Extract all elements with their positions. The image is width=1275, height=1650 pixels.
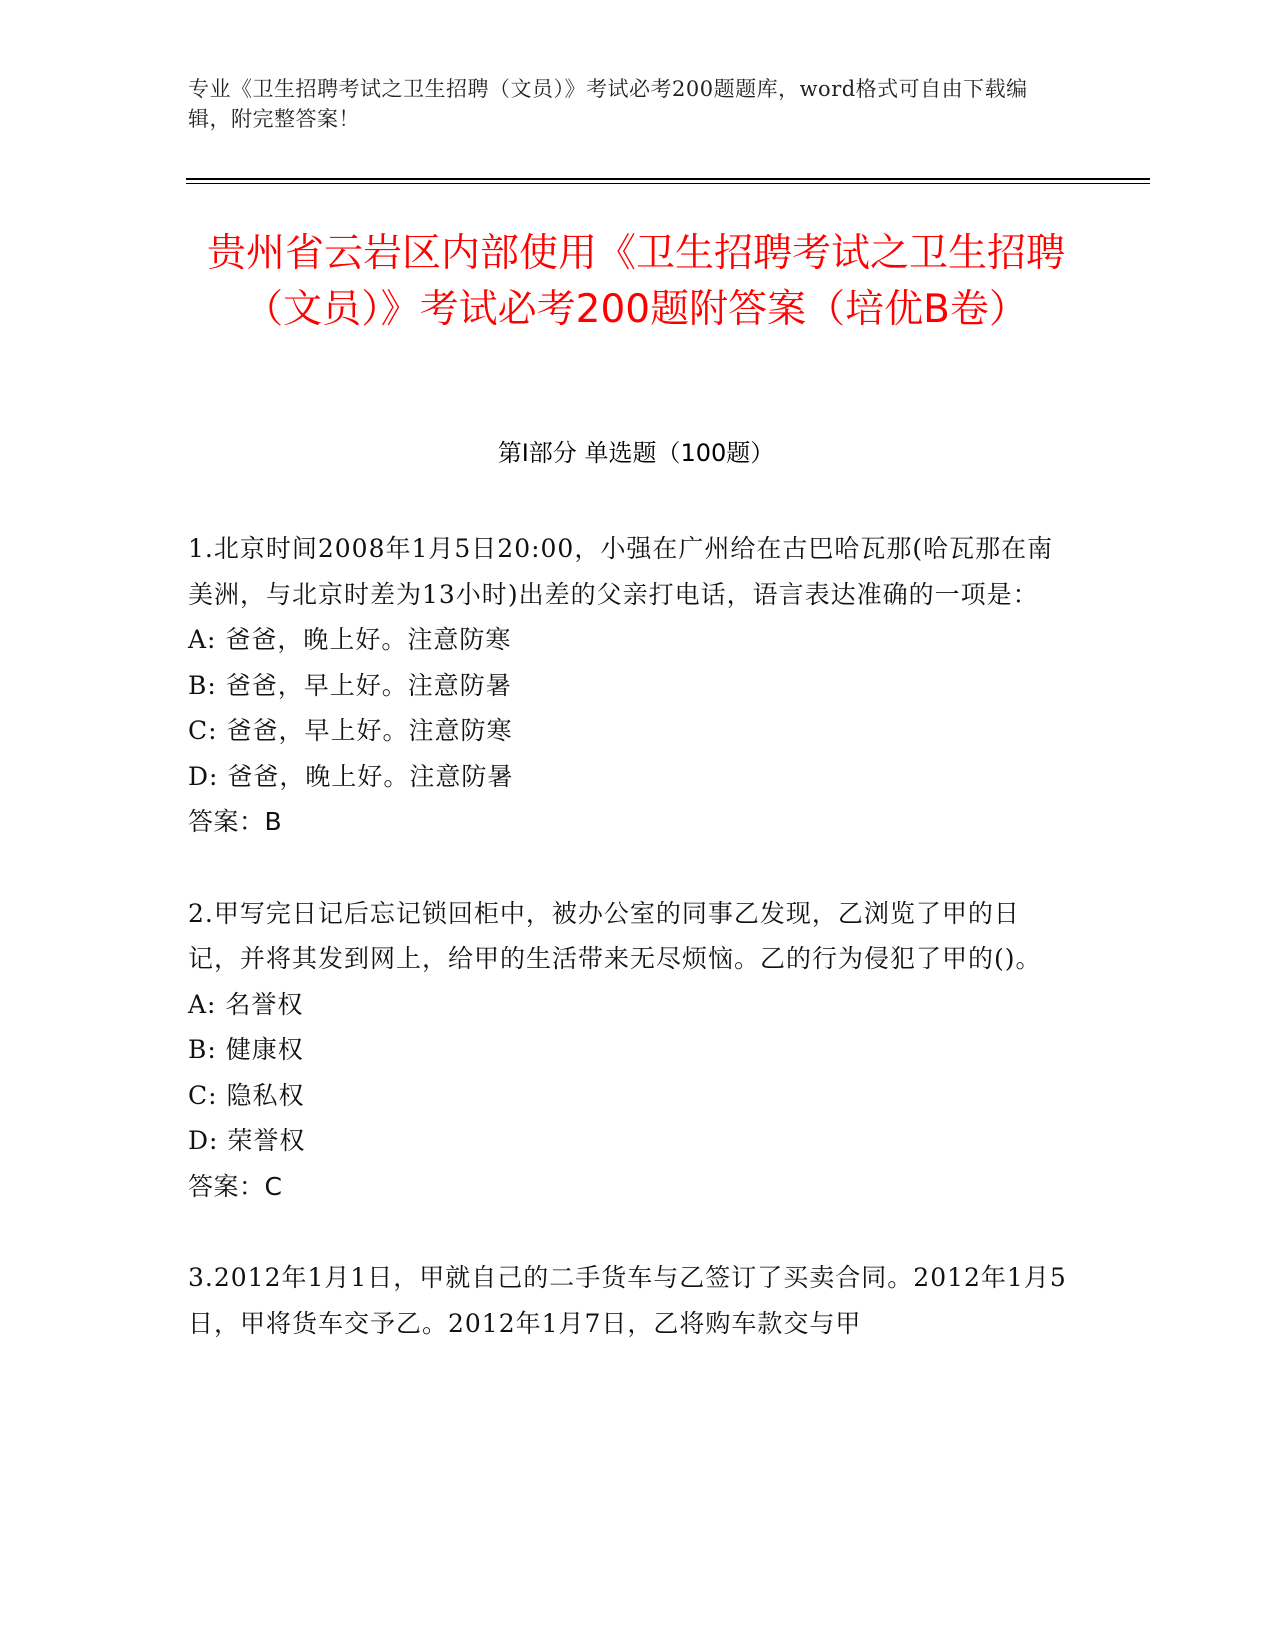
option-c: C: 隐私权 [188,1080,305,1110]
option-a: A: 名誉权 [188,989,304,1019]
option-b: B: 爸爸，早上好。注意防暑 [188,670,512,700]
header-divider [186,178,1150,180]
option-d: D: 荣誉权 [188,1126,306,1155]
header-divider-thin [186,183,1150,184]
answer: 答案：C [188,1171,283,1201]
option-b: B: 健康权 [188,1035,304,1064]
question-stem: 1.北京时间2008年1月5日20:00，小强在广州给在古巴哈瓦那(哈瓦那在南美洲，与北京时差为13小时)出差的父亲打电话，语言表达准确的一项是： [188,534,1054,609]
question-list [188,526,1068,1392]
question-3 [188,1255,1068,1346]
question-stem: 3.2012年1月1日，甲就自己的二手货车与乙签订了买卖合同。2012年1月5日，甲将货车交予乙。2012年1月7日，乙将购车款交与甲 [188,1263,1067,1338]
option-a: A: 爸爸，晚上好。注意防寒 [188,625,512,654]
answer: 答案：B [188,807,283,836]
question-2 [188,891,1068,1210]
question-stem: 2.甲写完日记后忘记锁回柜中，被办公室的同事乙发现，乙浏览了甲的日记，并将其发到网上，给甲的生活带来无尽烦恼。乙的行为侵犯了甲的()。 [188,898,1042,973]
header-note: 专业《卫生招聘考试之卫生招聘（文员）》考试必考200题题库，word格式可自由下载编辑，附完整答案！ [188,77,1028,131]
document-title: 贵州省云岩区内部使用《卫生招聘考试之卫生招聘（文员）》考试必考200题附答案（培优B卷） [206,231,1065,332]
option-d: D: 爸爸，晚上好。注意防暑 [188,761,514,791]
question-1 [188,526,1068,845]
option-c: C: 爸爸，早上好。注意防寒 [188,716,513,745]
section-title: 第Ⅰ部分 单选题（100题） [497,439,775,467]
